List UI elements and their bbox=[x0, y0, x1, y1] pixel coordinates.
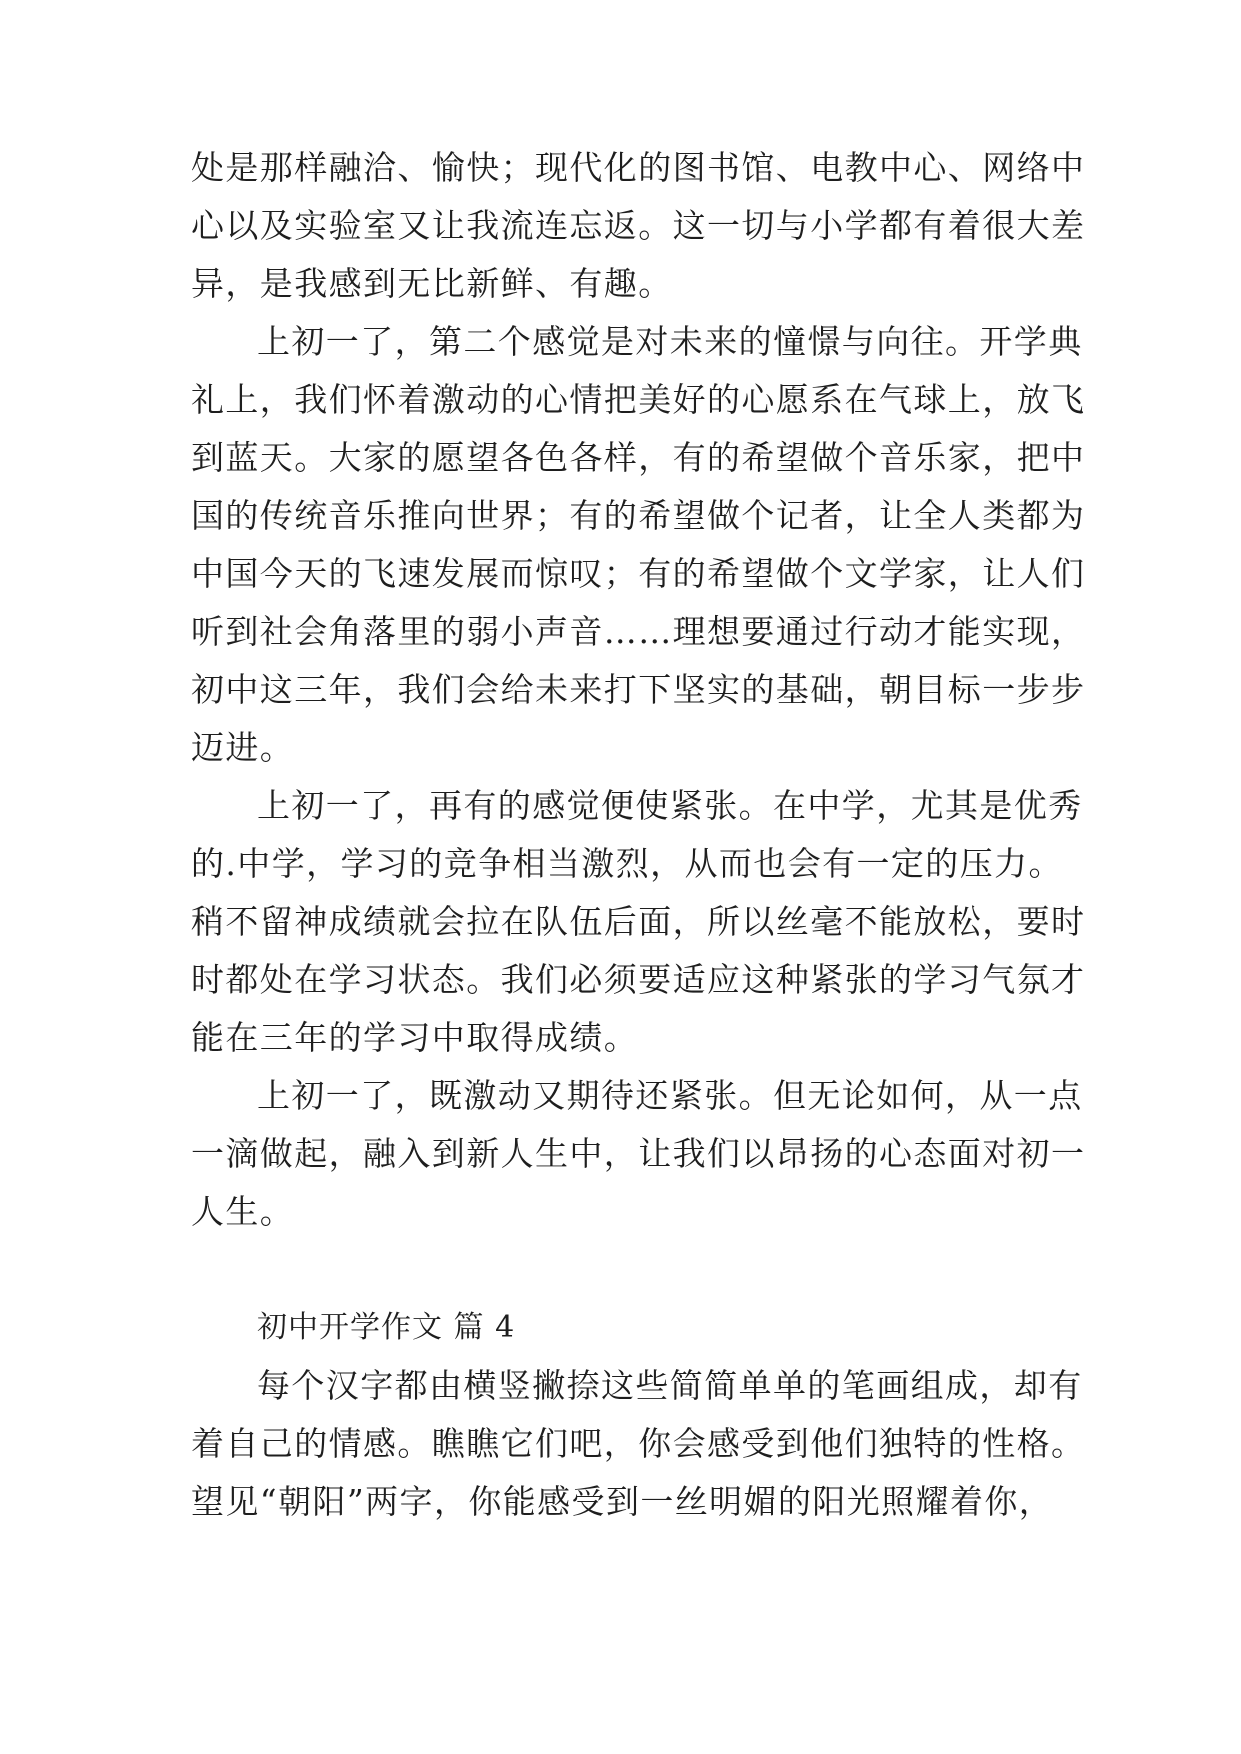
text-line: 到蓝天。大家的愿望各色各样，有的希望做个音乐家，把中 bbox=[191, 438, 1086, 477]
text-line: 心以及实验室又让我流连忘返。这一切与小学都有着很大差 bbox=[191, 206, 1086, 245]
text-line: 时都处在学习状态。我们必须要适应这种紧张的学习气氛才 bbox=[191, 960, 1086, 999]
text-line: 稍不留神成绩就会拉在队伍后面，所以丝毫不能放松，要时 bbox=[191, 902, 1086, 941]
text-line: 一滴做起，融入到新人生中，让我们以昂扬的心态面对初一 bbox=[191, 1134, 1086, 1173]
paragraph-first-line: 上初一了，既激动又期待还紧张。但无论如何，从一点 bbox=[257, 1076, 1083, 1115]
text-line: 听到社会角落里的弱小声音……理想要通过行动才能实现， bbox=[191, 612, 1086, 651]
text-line: 初中这三年，我们会给未来打下坚实的基础，朝目标一步步 bbox=[191, 670, 1086, 709]
text-line: 人生。 bbox=[191, 1192, 295, 1231]
text-line: 着自己的情感。瞧瞧它们吧，你会感受到他们独特的性格。 bbox=[191, 1424, 1086, 1463]
paragraph-first-line: 上初一了，第二个感觉是对未来的憧憬与向往。开学典 bbox=[257, 322, 1083, 361]
text-line: 的.中学，学习的竞争相当激烈，从而也会有一定的压力。 bbox=[191, 844, 1063, 883]
text-line: 处是那样融洽、愉快；现代化的图书馆、电教中心、网络中 bbox=[191, 148, 1086, 187]
text-line: 能在三年的学习中取得成绩。 bbox=[191, 1018, 639, 1057]
paragraph-first-line: 上初一了，再有的感觉便使紧张。在中学，尤其是优秀 bbox=[257, 786, 1083, 825]
text-line: 国的传统音乐推向世界；有的希望做个记者，让全人类都为 bbox=[191, 496, 1086, 535]
text-line: 礼上，我们怀着激动的心情把美好的心愿系在气球上，放飞 bbox=[191, 380, 1086, 419]
paragraph-first-line: 每个汉字都由横竖撇捺这些简简单单的笔画组成，却有 bbox=[257, 1366, 1083, 1405]
text-line: 迈进。 bbox=[191, 728, 295, 767]
text-line: 异，是我感到无比新鲜、有趣。 bbox=[191, 264, 673, 303]
text-line: 中国今天的飞速发展而惊叹；有的希望做个文学家，让人们 bbox=[191, 554, 1086, 593]
section-heading: 初中开学作文 篇 4 bbox=[257, 1310, 516, 1345]
text-line: 望见“朝阳”两字，你能感受到一丝明媚的阳光照耀着你， bbox=[191, 1482, 1054, 1521]
